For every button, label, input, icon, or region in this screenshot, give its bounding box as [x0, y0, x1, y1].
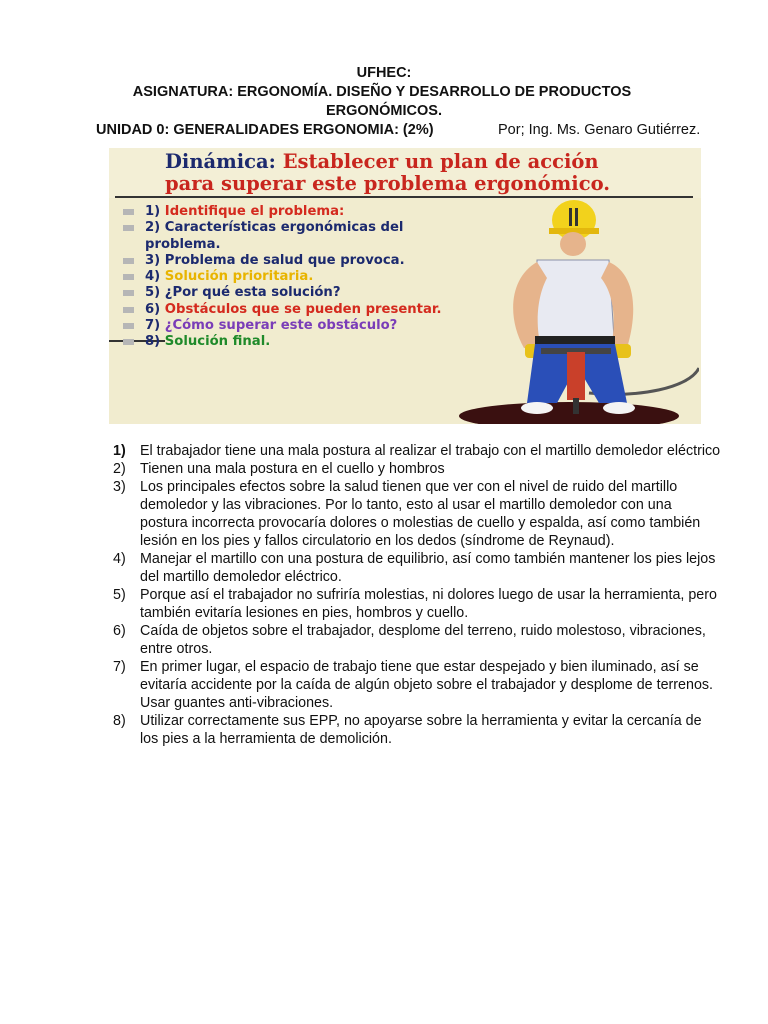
dynamic-figure: [109, 148, 701, 424]
step-number: 4): [145, 269, 161, 285]
step-bullet-icon: [123, 274, 134, 280]
answer-text: En primer lugar, el espacio de trabajo tiene que estar despejado y bien iluminado, así se evitaría accidente por la caída de algún objeto sobre el trabajador y desplome de terrenos. Usar guantes anti-vibraciones.: [140, 659, 714, 711]
answer-item: [113, 478, 723, 550]
answer-number: 7): [113, 659, 126, 675]
answer-item: [113, 712, 723, 748]
shirt: [537, 260, 614, 338]
step-text: ¿Por qué esta solución?: [164, 285, 341, 301]
step-text: Solución prioritaria.: [164, 269, 314, 285]
step-number: 2): [145, 220, 161, 236]
right-shoe: [603, 402, 635, 414]
document-header: [0, 64, 768, 140]
subject-line-cont: ERGONÓMICOS.: [325, 103, 442, 119]
step-number: 3): [145, 252, 161, 268]
answer-item: [113, 460, 723, 478]
figure-step: [123, 334, 453, 350]
step-bullet-icon: [123, 209, 134, 215]
figure-step: [123, 253, 453, 269]
figure-step: [123, 302, 453, 318]
step-bullet-icon: [123, 258, 134, 264]
figure-step: [123, 204, 453, 220]
belt: [535, 336, 615, 344]
figure-step: [123, 285, 453, 301]
figure-title-prefix: Dinámica:: [165, 150, 276, 173]
answer-number: 8): [113, 713, 126, 729]
step-number: 7): [145, 318, 161, 334]
step-number: 6): [145, 301, 161, 317]
left-shoe: [521, 402, 553, 414]
figure-title-rest-1: Establecer un plan de acción: [282, 150, 599, 173]
institution-line: UFHEC:: [356, 65, 412, 81]
answer-item: [113, 550, 723, 586]
unit-label: UNIDAD 0: GENERALIDADES ERGONOMIA: (2%): [96, 122, 434, 138]
step-number: 5): [145, 285, 161, 301]
answer-number: 6): [113, 623, 126, 639]
answer-number: 5): [113, 587, 126, 603]
answer-number: 2): [113, 461, 126, 477]
answer-text: Manejar el martillo con una postura de equilibrio, así como también mantener los pies lejos del martillo demoledor eléctrico.: [140, 551, 716, 585]
answer-number: 4): [113, 551, 126, 567]
figure-steps-list: [123, 204, 453, 351]
step-bullet-icon: [123, 307, 134, 313]
figure-step: [123, 318, 453, 334]
figure-title: [165, 151, 610, 195]
answer-item: [113, 658, 723, 712]
answer-text: El trabajador tiene una mala postura al realizar el trabajo con el martillo demoledor eléctrico: [140, 443, 721, 459]
step-text: Identifique el problema:: [164, 204, 345, 219]
step-number: 8): [145, 334, 161, 350]
answer-item: [113, 622, 723, 658]
answer-item: [113, 442, 723, 460]
jackhammer-bit: [573, 398, 579, 414]
step-bullet-icon: [123, 225, 134, 231]
unit-row: [0, 121, 768, 140]
step-text: Solución final.: [164, 334, 271, 350]
jackhammer-worker-illustration: [449, 198, 699, 424]
answer-text: Los principales efectos sobre la salud tienen que ver con el nivel de ruido del martillo demoledor y las vibraciones. Por lo tanto, esto al usar el martillo demoledor con una postura incorrecta provocaría dolores o molestias de cuello y espalda, así como también lesión en los pies y fallos circulatorio en los dedos (síndrome de Reynaud).: [140, 479, 701, 549]
answer-number: 3): [113, 479, 126, 495]
step-bullet-icon: [123, 339, 134, 345]
step-text: Obstáculos que se pueden presentar.: [164, 301, 442, 317]
figure-title-rest-2: para superar este problema ergonómico.: [165, 172, 611, 195]
figure-step: [123, 269, 453, 285]
step-bullet-icon: [123, 323, 134, 329]
answer-text: Utilizar correctamente sus EPP, no apoyarse sobre la herramienta y evitar la cercanía de los pies a la herramienta de demolición.: [140, 713, 702, 747]
figure-step: [123, 220, 453, 253]
answer-item: [113, 586, 723, 622]
answer-text: Caída de objetos sobre el trabajador, desplome del terreno, ruido molestoso, vibraciones, entre otros.: [140, 623, 706, 657]
subject-line: ASIGNATURA: ERGONOMÍA. DISEÑO Y DESARROLLO DE PRODUCTOS: [132, 84, 632, 100]
face: [560, 232, 586, 256]
step-text: Problema de salud que provoca.: [164, 252, 405, 268]
author-label: Por; Ing. Ms. Genaro Gutiérrez.: [498, 122, 701, 138]
step-bullet-icon: [123, 290, 134, 296]
answers-list: [113, 442, 723, 748]
step-text: Características ergonómicas del problema.: [145, 220, 404, 252]
step-text: ¿Cómo superar este obstáculo?: [164, 318, 398, 334]
answer-text: Porque así el trabajador no sufriría molestias, ni dolores luego de usar la herramienta, pero también evitaría lesiones en pies, hombros y cuello.: [140, 587, 717, 621]
jackhammer-body: [567, 352, 585, 400]
step-number: 1): [145, 204, 161, 219]
answer-text: Tienen una mala postura en el cuello y hombros: [140, 461, 445, 477]
answer-number: 1): [113, 443, 126, 459]
ground-shadow: [459, 402, 679, 424]
